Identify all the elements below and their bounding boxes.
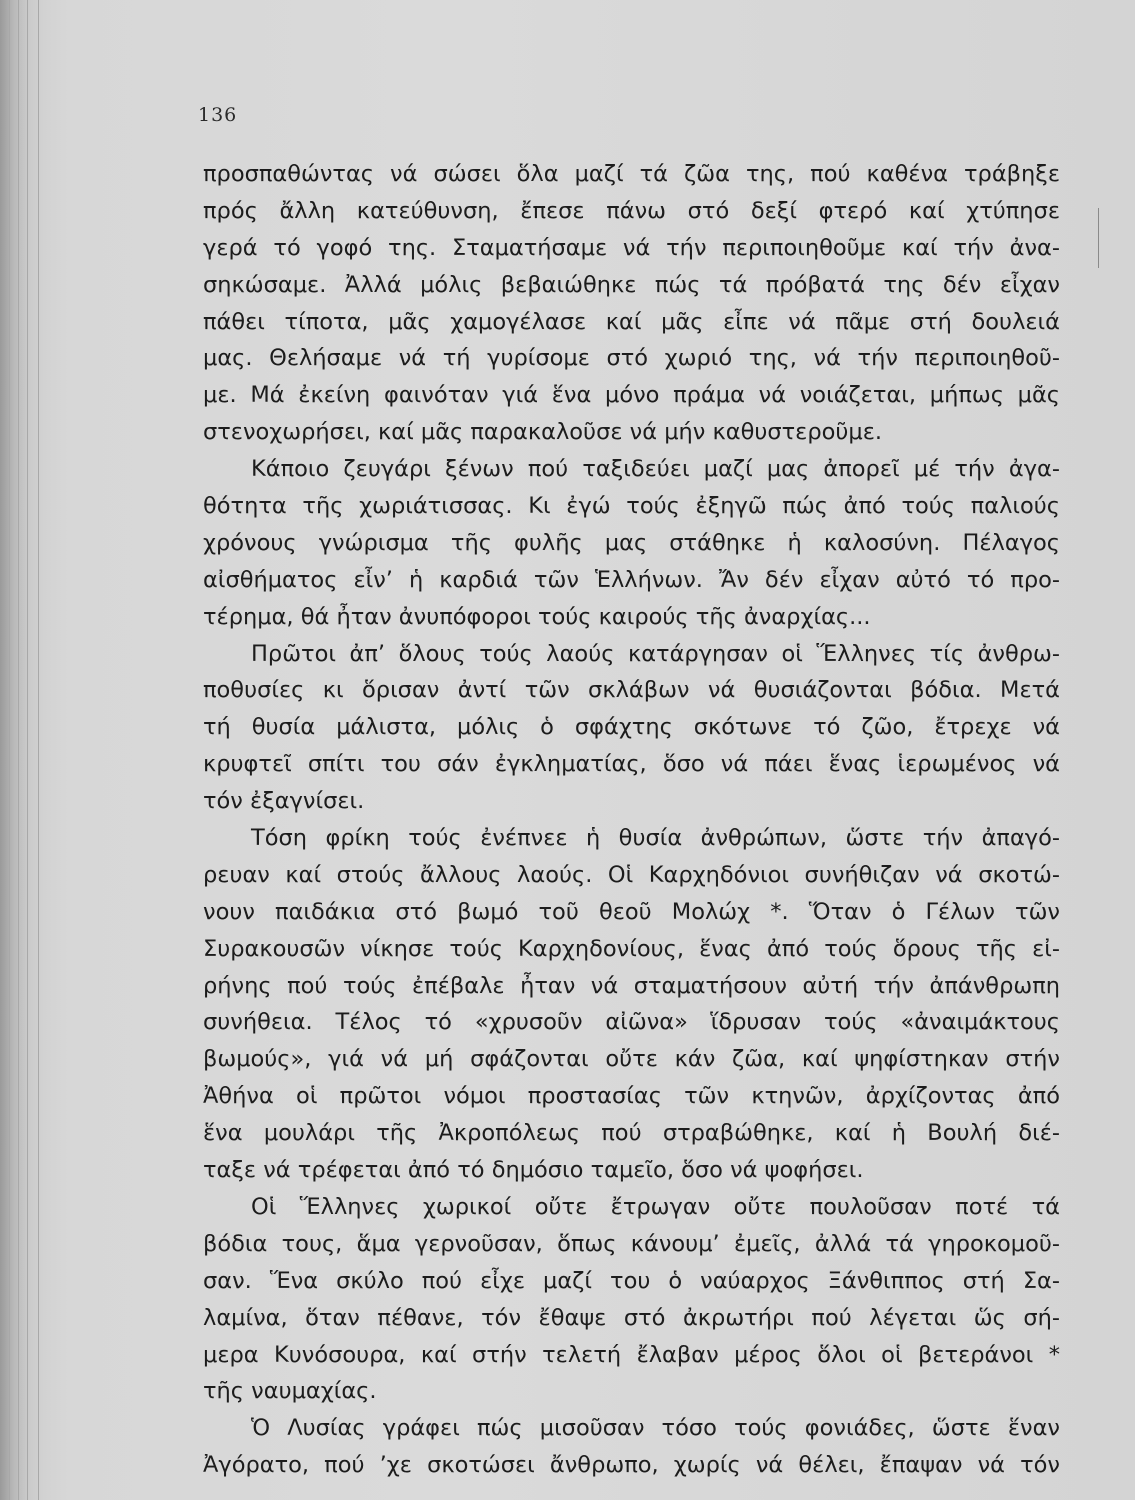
text-line: ρήνης πού τούς ἐπέβαλε ἦταν νά σταματήσουν αὐτή τήν ἀπάνθρωπη — [203, 972, 1060, 999]
text-line: Ὁ Λυσίας γράφει πώς μισοῦσαν τόσο τούς φονιάδες, ὥστε ἕναν — [251, 1415, 1060, 1442]
text-line: τή θυσία μάλιστα, μόλις ὁ σφάχτης σκότωνε τό ζῶο, ἔτρεχε νά — [203, 714, 1060, 741]
text-line: χρόνους γνώρισμα τῆς φυλῆς μας στάθηκε ἡ καλοσύνη. Πέλαγος — [203, 529, 1060, 556]
text-line: σαν. Ἕνα σκύλο πού εἶχε μαζί του ὁ ναύαρχος Ξάνθιππος στή Σα- — [203, 1267, 1060, 1294]
text-line: Κάποιο ζευγάρι ξένων πού ταξιδεύει μαζί μας ἀπορεῖ μέ τήν ἀγα- — [251, 456, 1060, 483]
text-line: συνήθεια. Τέλος τό «χρυσοῦν αἰῶνα» ἵδρυσαν τούς «ἀναιμάκτους — [203, 1009, 1060, 1036]
text-line: κρυφτεῖ σπίτι του σάν ἐγκληματίας, ὅσο νά πάει ἕνας ἱερωμένος νά — [203, 751, 1060, 778]
text-line: σηκώσαμε. Ἀλλά μόλις βεβαιώθηκε πώς τά πρόβατά της δέν εἶχαν — [203, 271, 1060, 298]
text-line: πρός ἄλλη κατεύθυνση, ἔπεσε πάνω στό δεξί φτερό καί χτύπησε — [203, 197, 1060, 224]
text-line: τῆς ναυμαχίας. — [203, 1378, 377, 1405]
spine-edge-line — [38, 0, 39, 1500]
text-line: στενοχωρήσει, καί μᾶς παρακαλοῦσε νά μήν καθυστεροῦμε. — [203, 419, 883, 446]
text-line: μας. Θελήσαμε νά τή γυρίσομε στό χωριό της, νά τήν περιποιηθοῦ- — [203, 345, 1060, 372]
spine-edge-line — [9, 0, 10, 1500]
text-line: πάθει τίποτα, μᾶς χαμογέλασε καί μᾶς εἶπε νά πᾶμε στή δουλειά — [203, 308, 1060, 335]
text-line: τόν ἐξαγνίσει. — [203, 788, 365, 815]
text-line: θότητα τῆς χωριάτισσας. Κι ἐγώ τούς ἐξηγῶ πώς ἀπό τούς παλιούς — [203, 493, 1060, 520]
page-number: 136 — [198, 104, 238, 126]
text-line: ρευαν καί στούς ἄλλους λαούς. Οἱ Καρχηδόνιοι συνήθιζαν νά σκοτώ- — [203, 861, 1060, 888]
text-line: Οἱ Ἕλληνες χωρικοί οὔτε ἔτρωγαν οὔτε πουλοῦσαν ποτέ τά — [251, 1193, 1060, 1220]
body-text — [203, 156, 1060, 1484]
text-line: Ἀγόρατο, πού ’χε σκοτώσει ἄνθρωπο, χωρίς νά θέλει, ἔπαψαν νά τόν — [203, 1452, 1060, 1479]
text-line: νουν παιδάκια στό βωμό τοῦ θεοῦ Μολώχ *. Ὅταν ὁ Γέλων τῶν — [203, 898, 1060, 925]
margin-mark — [1098, 208, 1099, 268]
text-line: μερα Κυνόσουρα, καί στήν τελετή ἔλαβαν μέρος ὅλοι οἱ βετεράνοι * — [203, 1341, 1060, 1368]
text-line: ταξε νά τρέφεται ἀπό τό δημόσιο ταμεῖο, ὅσο νά ψοφήσει. — [203, 1157, 864, 1184]
text-line: με. Μά ἐκείνη φαινόταν γιά ἕνα μόνο πράμα νά νοιάζεται, μήπως μᾶς — [203, 382, 1060, 409]
text-line: βωμούς», γιά νά μή σφάζονται οὔτε κάν ζῶα, καί ψηφίστηκαν στήν — [203, 1046, 1060, 1073]
text-line: προσπαθώντας νά σώσει ὅλα μαζί τά ζῶα της, πού καθένα τράβηξε — [203, 161, 1060, 187]
text-line: ποθυσίες κι ὅρισαν ἀντί τῶν σκλάβων νά θυσιάζονται βόδια. Μετά — [203, 677, 1060, 704]
book-spine-shadow — [0, 0, 44, 1500]
text-line: Συρακουσῶν νίκησε τούς Καρχηδονίους, ἕνας ἀπό τούς ὅρους τῆς εἰ- — [203, 935, 1060, 962]
text-line: ἕνα μουλάρι τῆς Ἀκροπόλεως πού στραβώθηκε, καί ἡ Βουλή διέ- — [203, 1120, 1060, 1147]
text-line: γερά τό γοφό της. Σταματήσαμε νά τήν περιποιηθοῦμε καί τήν ἀνα- — [203, 234, 1060, 261]
text-line: βόδια τους, ἅμα γερνοῦσαν, ὅπως κάνουμ’ ἐμεῖς, ἀλλά τά γηροκομοῦ- — [203, 1230, 1060, 1257]
text-line: Ἀθήνα οἱ πρῶτοι νόμοι προστασίας τῶν κτηνῶν, ἀρχίζοντας ἀπό — [203, 1083, 1060, 1110]
spine-edge-line — [18, 0, 19, 1500]
text-line: τέρημα, θά ἦταν ἀνυπόφοροι τούς καιρούς τῆς ἀναρχίας... — [203, 603, 871, 630]
spine-edge-line — [27, 0, 28, 1500]
text-line: Τόση φρίκη τούς ἐνέπνεε ἡ θυσία ἀνθρώπων, ὥστε τήν ἀπαγό- — [251, 825, 1060, 852]
text-line: λαμίνα, ὅταν πέθανε, τόν ἔθαψε στό ἀκρωτήρι πού λέγεται ὥς σή- — [203, 1304, 1060, 1331]
text-line: αἰσθήματος εἶν’ ἡ καρδιά τῶν Ἑλλήνων. Ἄν δέν εἶχαν αὐτό τό προ- — [203, 566, 1060, 593]
text-line: Πρῶτοι ἀπ’ ὅλους τούς λαούς κατάργησαν οἱ Ἕλληνες τίς ἀνθρω- — [251, 640, 1060, 667]
